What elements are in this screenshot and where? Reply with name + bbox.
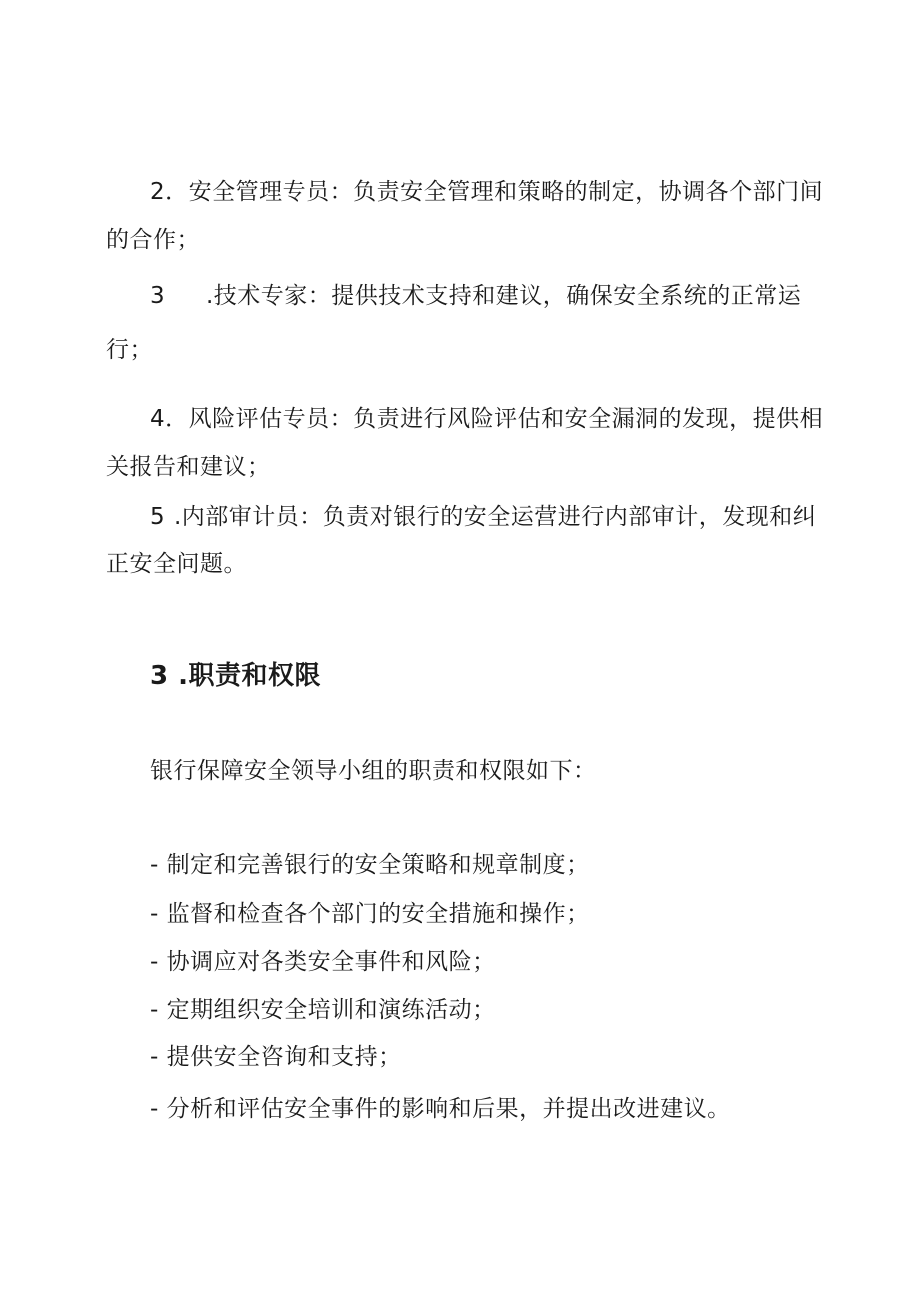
item-text: .技术专家：提供技术支持和建议，确保安全系统的正常运 <box>206 283 802 309</box>
item-text: ．安全管理专员：负责安全管理和策略的制定，协调各个部门间 <box>165 179 824 205</box>
bullet-item: - 协调应对各类安全事件和风险； <box>150 949 496 975</box>
section-heading: 3 .职责和权限 <box>150 661 322 691</box>
list-item-5-line1 <box>150 503 816 531</box>
list-item-2-line1 <box>150 178 823 206</box>
bullet-item: - 监督和检查各个部门的安全措施和操作； <box>150 901 590 927</box>
list-item-2-line2: 的合作； <box>106 227 200 253</box>
item-number: 5 <box>150 504 166 530</box>
list-item-4-line1 <box>150 405 823 433</box>
item-text: ．风险评估专员：负责进行风险评估和安全漏洞的发现，提供相 <box>165 406 824 432</box>
bullet-item: - 定期组织安全培训和演练活动； <box>150 997 496 1023</box>
list-item-3-line2: 行； <box>106 337 153 363</box>
section-intro: 银行保障安全领导小组的职责和权限如下： <box>150 758 597 784</box>
item-number: 2 <box>150 179 166 205</box>
bullet-item: - 提供安全咨询和支持； <box>150 1044 402 1070</box>
list-item-4-line2: 关报告和建议； <box>106 454 271 480</box>
bullet-item: - 制定和完善银行的安全策略和规章制度； <box>150 852 590 878</box>
item-text: .内部审计员：负责对银行的安全运营进行内部审计，发现和纠 <box>174 504 817 530</box>
item-number: 3 <box>150 283 166 309</box>
item-number: 4 <box>150 406 166 432</box>
list-item-3-line1 <box>150 282 801 310</box>
list-item-5-line2: 正安全问题。 <box>106 551 247 577</box>
bullet-item: - 分析和评估安全事件的影响和后果，并提出改进建议。 <box>150 1096 731 1122</box>
